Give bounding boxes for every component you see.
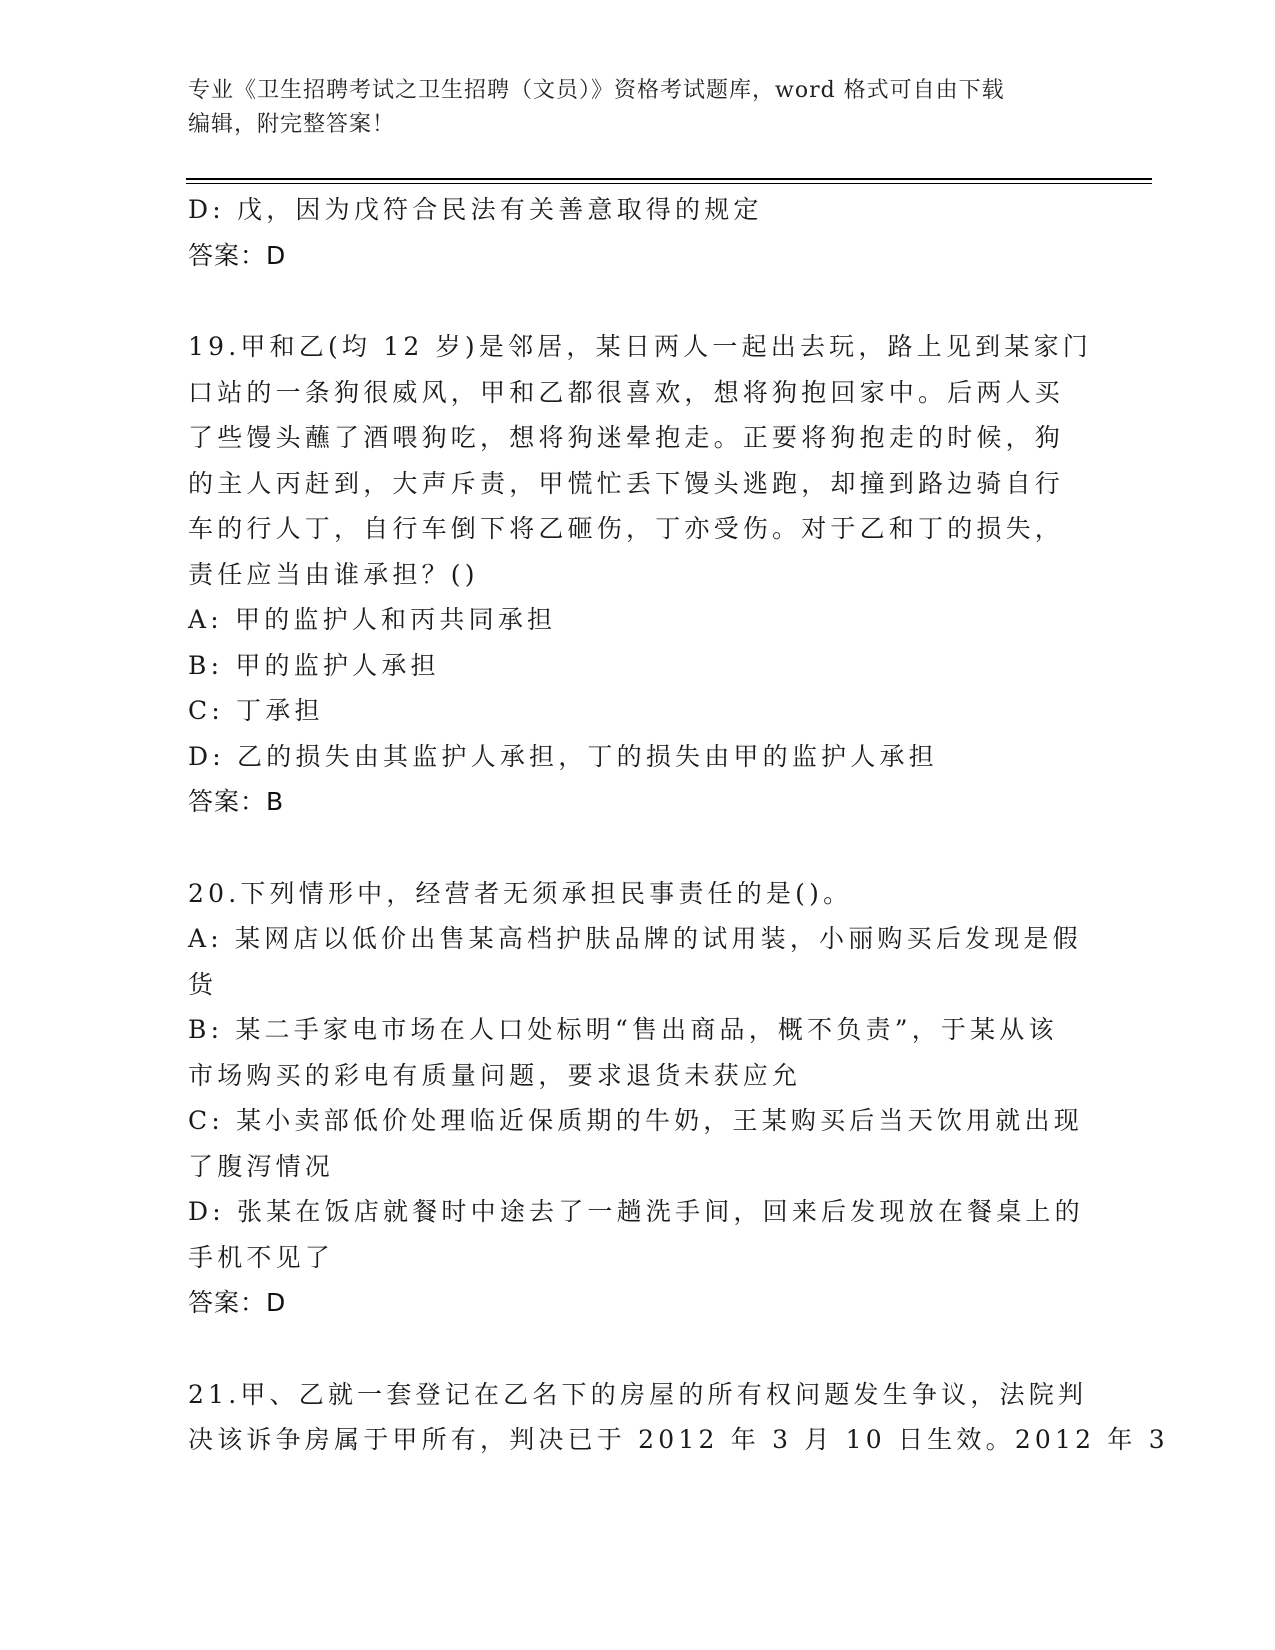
question-stem-line: 了些馒头蘸了酒喂狗吃，想将狗迷晕抱走。正要将狗抱走的时候，狗 — [188, 423, 1065, 452]
option-b-line: 市场购买的彩电有质量问题，要求退货未获应允 — [188, 1060, 802, 1090]
header-line-2: 编辑，附完整答案！ — [188, 112, 396, 137]
question-stem-line: 19.甲和乙(均 12 岁)是邻居，某日两人一起出去玩，路上见到某家门 — [188, 332, 1092, 361]
header-rule-thick — [186, 178, 1152, 180]
option-c: C: 丁承担 — [188, 696, 324, 725]
option-b: B: 甲的监护人承担 — [188, 650, 440, 680]
question-21 — [188, 1372, 1169, 1463]
spacer — [188, 825, 1088, 871]
question-stem-line: 责任应当由谁承担？() — [188, 559, 479, 589]
option-a-line: A: 某网店以低价出售某高档护肤品牌的试用装，小丽购买后发现是假 — [188, 924, 1082, 953]
spacer — [188, 1326, 1088, 1372]
question-19 — [188, 324, 1092, 825]
answer: 答案：D — [188, 240, 287, 270]
question-stem-line: 决该诉争房属于甲所有，判决已于 2012 年 3 月 10 日生效。2012 年 3 — [188, 1425, 1169, 1454]
header-line-1: 专业《卫生招聘考试之卫生招聘（文员）》资格考试题库，word 格式可自由下载 — [188, 78, 1005, 103]
option-c-line: C: 某小卖部低价处理临近保质期的牛奶，王某购买后当天饮用就出现 — [188, 1106, 1083, 1135]
spacer — [188, 278, 1088, 324]
option-c-line: 了腹泻情况 — [188, 1151, 335, 1181]
question-stem: 20.下列情形中，经营者无须承担民事责任的是()。 — [188, 878, 853, 908]
option-d: D: 戊，因为戊符合民法有关善意取得的规定 — [188, 195, 763, 224]
option-a: A: 甲的监护人和丙共同承担 — [188, 605, 557, 634]
option-b-line: B: 某二手家电市场在人口处标明“售出商品，概不负责”，于某从该 — [188, 1015, 1058, 1044]
question-stem-line: 21.甲、乙就一套登记在乙名下的房屋的所有权问题发生争议，法院判 — [188, 1379, 1088, 1409]
header-rule-thin — [186, 183, 1152, 184]
question-content — [188, 187, 1169, 1463]
option-d-line: D: 张某在饭店就餐时中途去了一趟洗手间，回来后发现放在餐桌上的 — [188, 1197, 1084, 1226]
question-20 — [188, 871, 1088, 1326]
prev-question — [188, 187, 1088, 278]
option-d: D: 乙的损失由其监护人承担，丁的损失由甲的监护人承担 — [188, 741, 938, 771]
option-a-line: 货 — [188, 969, 218, 999]
answer: 答案：D — [188, 1288, 287, 1317]
question-stem-line: 口站的一条狗很威风，甲和乙都很喜欢，想将狗抱回家中。后两人买 — [188, 377, 1065, 407]
answer: 答案：B — [188, 787, 285, 816]
question-stem-line: 车的行人丁，自行车倒下将乙砸伤，丁亦受伤。对于乙和丁的损失， — [188, 514, 1065, 543]
page-header — [188, 74, 1088, 142]
question-stem-line: 的主人丙赶到，大声斥责，甲慌忙丢下馒头逃跑，却撞到路边骑自行 — [188, 468, 1065, 498]
option-d-line: 手机不见了 — [188, 1242, 335, 1272]
